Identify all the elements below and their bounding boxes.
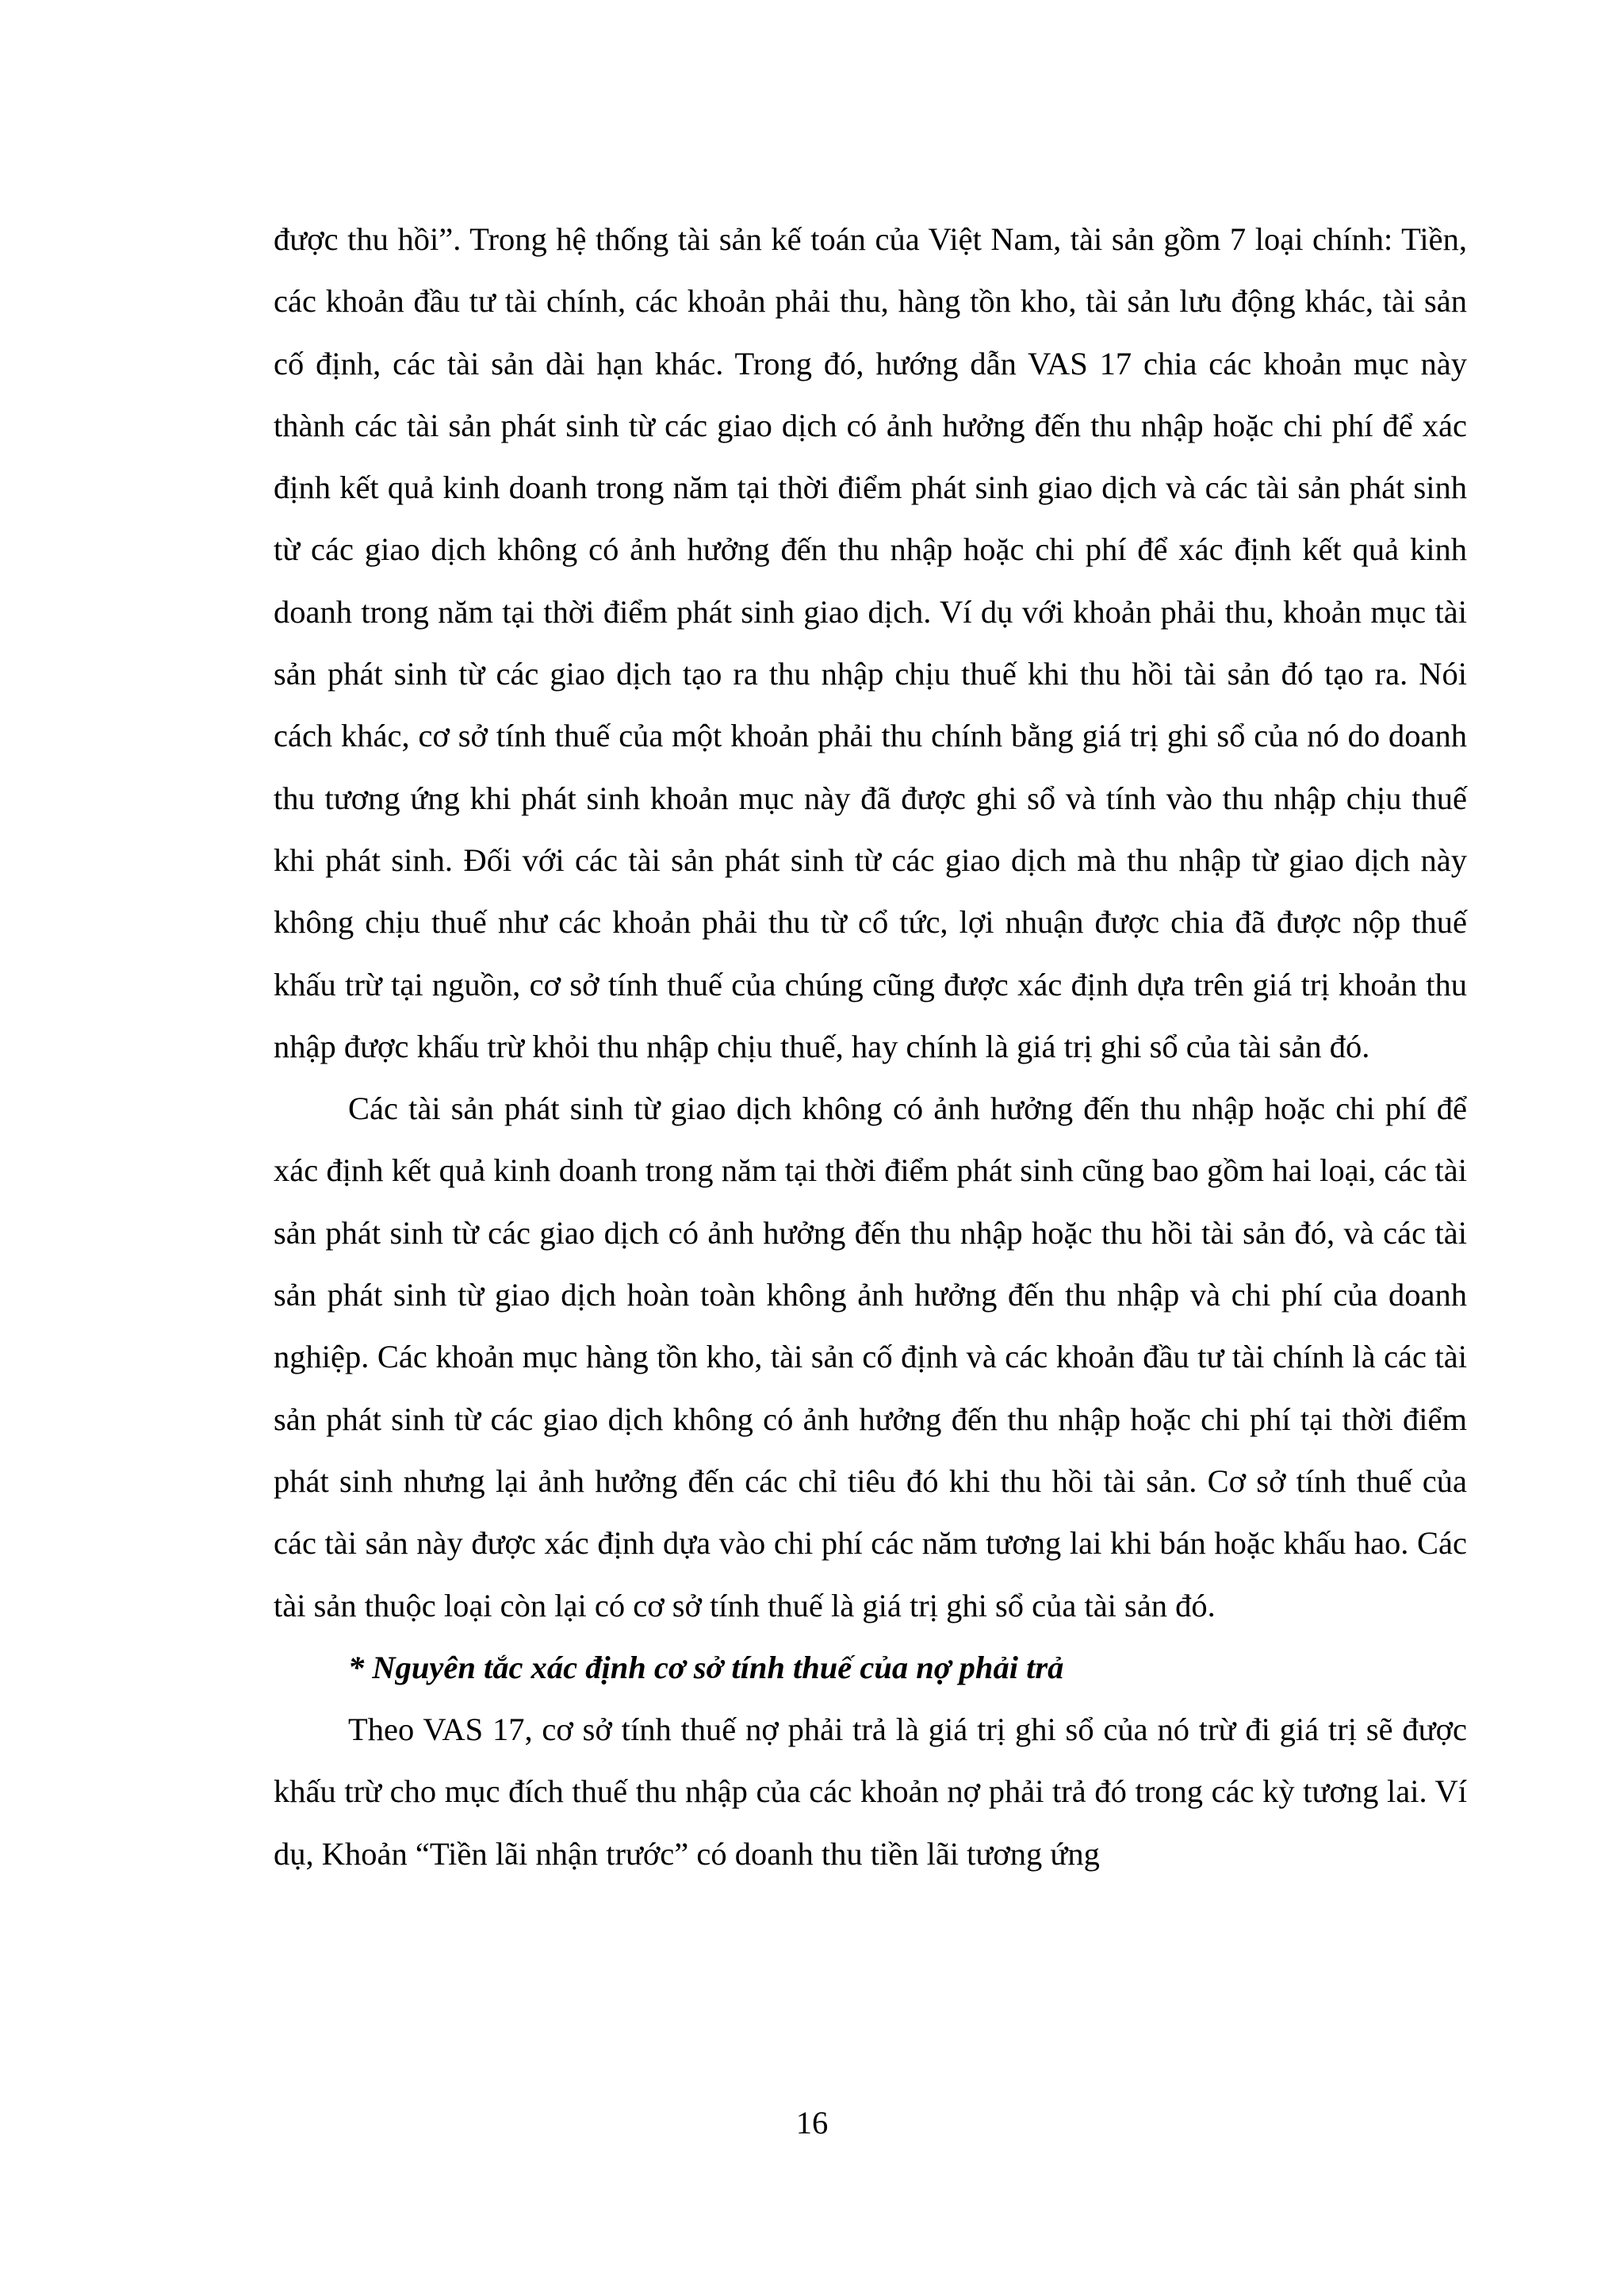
page-number: 16: [795, 2105, 829, 2141]
section-heading: * Nguyên tắc xác định cơ sở tính thuế của nợ phải trả: [348, 1649, 1064, 1685]
body-text: [274, 209, 1467, 1885]
paragraph-closing: Theo VAS 17, cơ sở tính thuế nợ phải trả là giá trị ghi sổ của nó trừ đi giá trị sẽ được khấu trừ cho mục đích thuế thu nhập của các khoản nợ phải trả đó trong các kỳ tương lai. Ví dụ, Khoản “Tiền lãi nhận trước” có doanh thu tiền lãi tương ứng: [274, 1711, 1467, 1872]
paragraph-continued: được thu hồi”. Trong hệ thống tài sản kế toán của Việt Nam, tài sản gồm 7 loại chính: Tiền, các khoản đầu tư tài chính, các khoản phải thu, hàng tồn kho, tài sản lưu động khác, tài sản cố định, các tài sản dài hạn khác. Trong đó, hướng dẫn VAS 17 chia các khoản mục này thành các tài sản phát sinh từ các giao dịch có ảnh hưởng đến thu nhập hoặc chi phí để xác định kết quả kinh doanh trong năm tại thời điểm phát sinh giao dịch và các tài sản phát sinh từ các giao dịch không có ảnh hưởng đến thu nhập hoặc chi phí để xác định kết quả kinh doanh trong năm tại thời điểm phát sinh giao dịch. Ví dụ với khoản phải thu, khoản mục tài sản phát sinh từ các giao dịch tạo ra thu nhập chịu thuế khi thu hồi tài sản đó tạo ra. Nói cách khác, cơ sở tính thuế của một khoản phải thu chính bằng giá trị ghi sổ của nó do doanh thu tương ứng khi phát sinh khoản mục này đã được ghi sổ và tính vào thu nhập chịu thuế khi phát sinh. Đối với các tài sản phát sinh từ các giao dịch mà thu nhập từ giao dịch này không chịu thuế như các khoản phải thu từ cổ tức, lợi nhuận được chia đã được nộp thuế khấu trừ tại nguồn, cơ sở tính thuế của chúng cũng được xác định dựa trên giá trị khoản thu nhập được khấu trừ khỏi thu nhập chịu thuế, hay chính là giá trị ghi sổ của tài sản đó.: [274, 221, 1467, 1064]
paragraph: Các tài sản phát sinh từ giao dịch không có ảnh hưởng đến thu nhập hoặc chi phí để xác định kết quả kinh doanh trong năm tại thời điểm phát sinh cũng bao gồm hai loại, các tài sản phát sinh từ các giao dịch có ảnh hưởng đến thu nhập hoặc thu hồi tài sản đó, và các tài sản phát sinh từ giao dịch hoàn toàn không ảnh hưởng đến thu nhập và chi phí của doanh nghiệp. Các khoản mục hàng tồn kho, tài sản cố định và các khoản đầu tư tài chính là các tài sản phát sinh từ các giao dịch không có ảnh hưởng đến thu nhập hoặc chi phí tại thời điểm phát sinh nhưng lại ảnh hưởng đến các chỉ tiêu đó khi thu hồi tài sản. Cơ sở tính thuế của các tài sản này được xác định dựa vào chi phí các năm tương lai khi bán hoặc khấu hao. Các tài sản thuộc loại còn lại có cơ sở tính thuế là giá trị ghi sổ của tài sản đó.: [274, 1091, 1467, 1623]
